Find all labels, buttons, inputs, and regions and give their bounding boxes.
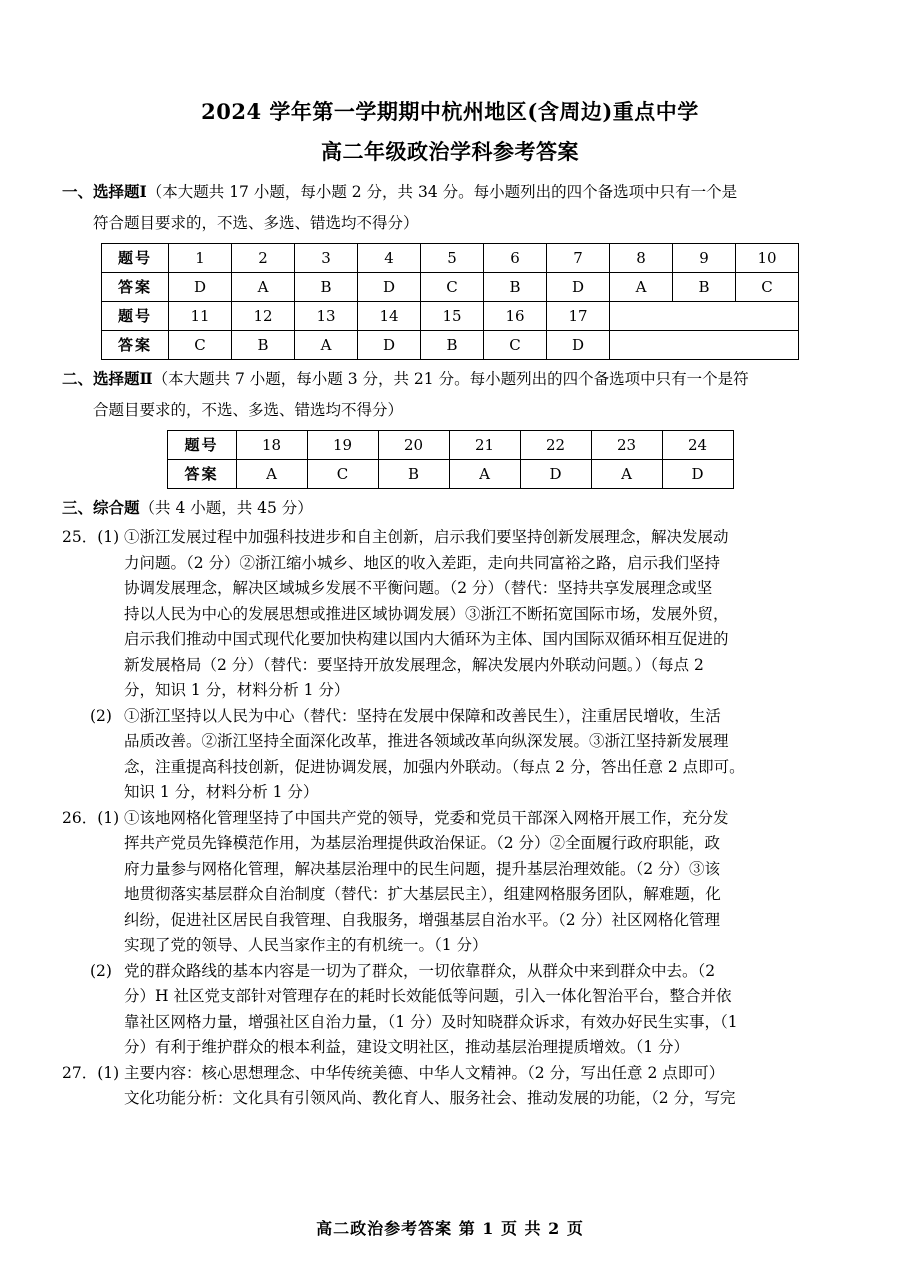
q-num-cell: 21	[449, 431, 520, 460]
section1-answer-table-wrap	[62, 243, 838, 360]
q-num-cell: 16	[484, 302, 547, 331]
row-label-answer: 答案	[167, 460, 236, 489]
answer-item-26-1-line3: 府力量参与网格化管理，解决基层治理中的民生问题，提升基层治理效能。（2 分）③该	[124, 859, 721, 878]
q-num-cell: 7	[547, 244, 610, 273]
page-title-line1: 2024 学年第一学期期中杭州地区(含周边)重点中学	[201, 99, 699, 124]
answer-item-25-1-line7: 分，知识 1 分，材料分析 1 分）	[124, 681, 350, 699]
section1-heading-label: 一、选择题Ⅰ	[62, 182, 147, 201]
q-num-cell: 18	[236, 431, 307, 460]
item-number-25: 25．(1)	[62, 528, 120, 546]
section2-heading-label: 二、选择题Ⅱ	[62, 369, 153, 388]
answer-cell: B	[232, 331, 295, 360]
q-num-cell: 4	[358, 244, 421, 273]
answer-item-26-1-line4: 地贯彻落实基层群众自治制度（替代：扩大基层民主），组建网格服务团队，解难题，化	[124, 885, 721, 903]
answer-cell: C	[484, 331, 547, 360]
section2-answer-table-wrap	[62, 430, 838, 489]
section2-answer-table	[167, 430, 734, 489]
empty-cell	[610, 302, 799, 331]
table-row	[102, 331, 799, 360]
answer-cell: D	[358, 273, 421, 302]
answer-item-25-1-line6: 新发展格局（2 分）（替代：要坚持开放发展理念，解决发展内外联动问题。）（每点 2	[124, 655, 704, 674]
answer-text: 党的群众路线的基本内容是一切为了群众，一切依靠群众，从群众中来到群众中去。（2	[124, 961, 716, 980]
answer-cell: A	[295, 331, 358, 360]
answer-item-26-2-line4: 分）有利于维护群众的根本利益，建设文明社区，推动基层治理提质增效。（1 分）	[124, 1038, 690, 1056]
q-num-cell: 24	[662, 431, 733, 460]
row-label-number: 题号	[167, 431, 236, 460]
answer-cell: B	[484, 273, 547, 302]
q-num-cell: 11	[169, 302, 232, 331]
item-number-26-2: (2)	[90, 961, 112, 980]
section2-heading	[62, 366, 838, 392]
answer-item-26-1-line5: 纠纷，促进社区居民自我管理、自我服务，增强基层自治水平。（2 分）社区网格化管理	[124, 910, 721, 929]
answer-text: ①该地网格化管理坚持了中国共产党的领导，党委和党员干部深入网格开展工作，充分发	[124, 808, 729, 827]
q-num-cell: 2	[232, 244, 295, 273]
answer-cell: D	[169, 273, 232, 302]
answer-cell: D	[520, 460, 591, 489]
answer-cell: D	[547, 273, 610, 302]
answer-cell: D	[547, 331, 610, 360]
answer-cell: B	[673, 273, 736, 302]
section1-heading-text: （本大题共 17 小题，每小题 2 分，共 34 分。每小题列出的四个备选项中只有一个是	[146, 183, 738, 201]
item-number-26: 26．(1)	[62, 808, 120, 827]
section3-heading-text: （共 4 小题，共 45 分）	[139, 499, 313, 517]
row-label-number-1: 题号	[102, 244, 169, 273]
answer-item-25-1-line5: 启示我们推动中国式现代化要加快构建以国内大循环为主体、国内国际双循环相互促进的	[124, 630, 729, 648]
q-num-cell: 22	[520, 431, 591, 460]
answer-item-26-2-line1	[62, 959, 838, 985]
answer-cell: C	[736, 273, 799, 302]
answer-item-25-1-line3: 协调发展理念，解决区域城乡发展不平衡问题。（2 分）（替代：坚持共享发展理念或坚	[124, 579, 713, 597]
q-num-cell: 6	[484, 244, 547, 273]
page-title-line2: 高二年级政治学科参考答案	[321, 139, 579, 164]
item-number-27: 27．(1)	[62, 1063, 120, 1082]
section1-heading	[62, 179, 838, 205]
answer-cell: B	[295, 273, 358, 302]
q-num-cell: 12	[232, 302, 295, 331]
answer-cell: A	[232, 273, 295, 302]
section2-heading-text2: 合题目要求的，不选、多选、错选均不得分）	[93, 401, 404, 419]
answer-item-26-2-line2: 分）H 社区党支部针对管理存在的耗时长效能低等问题，引入一体化智治平台，整合并依	[124, 987, 732, 1005]
section3-body	[62, 525, 838, 1112]
table-row	[167, 460, 733, 489]
answer-item-25-2-line2: 品质改善。②浙江坚持全面深化改革，推进各领域改革向纵深发展。③浙江坚持新发展理	[124, 732, 729, 750]
answer-item-27-1-line1	[62, 1061, 838, 1087]
answer-item-25-2-line4: 知识 1 分，材料分析 1 分）	[124, 783, 319, 801]
row-label-answer-2: 答案	[102, 331, 169, 360]
q-num-cell: 19	[307, 431, 378, 460]
q-num-cell: 5	[421, 244, 484, 273]
answer-item-26-1-line6: 实现了党的领导、人民当家作主的有机统一。（1 分）	[124, 936, 488, 954]
answer-cell: C	[307, 460, 378, 489]
answer-cell: D	[358, 331, 421, 360]
answer-item-25-2-line1	[62, 704, 838, 730]
empty-cell	[610, 331, 799, 360]
section3-heading-label: 三、综合题	[62, 498, 140, 517]
answer-item-27-1-line2: 文化功能分析：文化具有引领风尚、教化育人、服务社会、推动发展的功能，（2 分，写完	[124, 1089, 736, 1107]
item-number-25-2: (2)	[90, 706, 112, 725]
section2-heading-text: （本大题共 7 小题，每小题 3 分，共 21 分。每小题列出的四个备选项中只有一个是符	[152, 370, 749, 388]
answer-cell: C	[169, 331, 232, 360]
answer-cell: A	[449, 460, 520, 489]
section3-heading	[62, 495, 838, 521]
q-num-cell: 1	[169, 244, 232, 273]
answer-text: ①浙江发展过程中加强科技进步和自主创新，启示我们要坚持创新发展理念，解决发展动	[124, 528, 729, 546]
answer-cell: A	[236, 460, 307, 489]
answer-item-26-2-line3: 靠社区网格力量，增强社区自治力量，（1 分）及时知晓群众诉求，有效办好民生实事，（1	[124, 1012, 738, 1031]
page-footer: 高二政治参考答案 第 1 页 共 2 页	[316, 1219, 584, 1238]
answer-cell: B	[378, 460, 449, 489]
row-label-number-2: 题号	[102, 302, 169, 331]
q-num-cell: 15	[421, 302, 484, 331]
q-num-cell: 3	[295, 244, 358, 273]
answer-cell: A	[610, 273, 673, 302]
answer-cell: D	[662, 460, 733, 489]
answer-text: 主要内容：核心思想理念、中华传统美德、中华人文精神。（2 分，写出任意 2 点即可）	[124, 1063, 725, 1082]
table-row	[102, 244, 799, 273]
table-row	[102, 302, 799, 331]
answer-cell: B	[421, 331, 484, 360]
q-num-cell: 8	[610, 244, 673, 273]
q-num-cell: 17	[547, 302, 610, 331]
answer-text: ①浙江坚持以人民为中心（替代：坚持在发展中保障和改善民生），注重居民增收，生活	[124, 706, 721, 725]
q-num-cell: 14	[358, 302, 421, 331]
table-row	[102, 273, 799, 302]
answer-item-25-1-line1	[62, 525, 838, 551]
answer-item-26-1-line2: 挥共产党员先锋模范作用，为基层治理提供政治保证。（2 分）②全面履行政府职能，政	[124, 834, 721, 852]
answer-cell: C	[421, 273, 484, 302]
answer-cell: A	[591, 460, 662, 489]
q-num-cell: 13	[295, 302, 358, 331]
answer-item-25-2-line3: 念，注重提高科技创新，促进协调发展，加强内外联动。（每点 2 分，答出任意 2 点即可。	[124, 757, 745, 776]
q-num-cell: 23	[591, 431, 662, 460]
table-row	[167, 431, 733, 460]
answer-item-25-1-line4: 持以人民为中心的发展思想或推进区域协调发展）③浙江不断拓宽国际市场，发展外贸，	[124, 604, 729, 623]
q-num-cell: 20	[378, 431, 449, 460]
answer-item-25-1-line2: 力问题。（2 分）②浙江缩小城乡、地区的收入差距，走向共同富裕之路，启示我们坚持	[124, 553, 721, 572]
row-label-answer-1: 答案	[102, 273, 169, 302]
q-num-cell: 10	[736, 244, 799, 273]
answer-item-26-1-line1	[62, 806, 838, 832]
q-num-cell: 9	[673, 244, 736, 273]
section1-answer-table	[101, 243, 799, 360]
section1-heading-text2: 符合题目要求的，不选、多选、错选均不得分）	[93, 214, 419, 232]
